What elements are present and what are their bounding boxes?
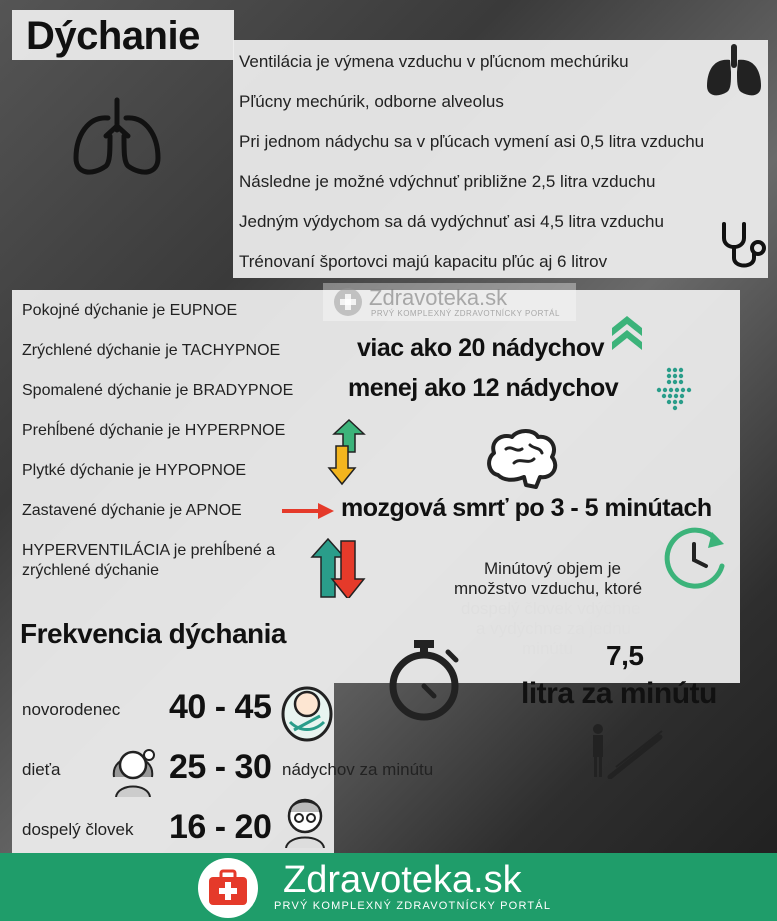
baby-icon <box>280 682 334 742</box>
arrow-right-icon <box>282 502 334 520</box>
breathing-type: Plytké dýchanie je HYPOPNOE <box>22 462 247 479</box>
page-title: Dýchanie <box>26 14 200 58</box>
breathing-type: Spomalené dýchanie je BRADYPNOE <box>22 382 294 399</box>
footer-brand[interactable]: Zdravoteka.sk <box>283 859 522 901</box>
fact-line: Trénovaní športovci majú kapacitu pľúc aj 6 litrov <box>239 252 608 271</box>
fact-line: Následne je možné vdýchnuť približne 2,5 litra vzduchu <box>239 172 656 191</box>
arrow-down-icon <box>327 444 357 486</box>
first-aid-icon <box>197 857 259 919</box>
breathing-type: Zrýchlené dýchanie je TACHYPNOE <box>22 342 281 359</box>
frequency-row-value: 40 - 45 <box>169 688 272 726</box>
tachypnoe-callout: viac ako 20 nádychov <box>357 334 605 362</box>
minute-volume-value: 7,5 <box>606 640 644 671</box>
frequency-row-label: dieťa <box>22 760 61 779</box>
fact-line: Ventilácia je výmena vzduchu v pľúcnom mechúriku <box>239 52 629 71</box>
watermark-brand: Zdravoteka.sk <box>369 285 508 310</box>
brain-icon <box>484 427 560 493</box>
fact-line: Pľúcny mechúrik, odborne alveolus <box>239 92 504 111</box>
frequency-row-value: 25 - 30 <box>169 748 272 786</box>
minute-volume-text: množstvo vzduchu, ktoré <box>454 579 643 598</box>
dotted-arrow-down-icon <box>655 366 695 412</box>
watermark-tagline: PRVÝ KOMPLEXNÝ ZDRAVOTNÍCKY PORTÁL <box>371 309 560 318</box>
lungs-outline-icon <box>70 96 164 180</box>
stethoscope-icon <box>718 220 770 272</box>
breathing-type: Zastavené dýchanie je APNOE <box>22 502 242 519</box>
fact-line: Pri jednom nádychu sa v pľúcach vymení asi 0,5 litra vzduchu <box>239 132 705 151</box>
breathing-type: Pokojné dýchanie je EUPNOE <box>22 302 238 319</box>
person-escalator-icon <box>586 723 666 779</box>
chevron-up-icon <box>610 312 644 358</box>
breathing-type: Prehĺbené dýchanie je HYPERPNOE <box>22 422 286 439</box>
stopwatch-icon <box>386 638 462 722</box>
fact-line: Jedným výdychom sa dá vydýchnuť asi 4,5 litra vzduchu <box>239 212 664 231</box>
breathing-type: HYPERVENTILÁCIA je prehĺbené a <box>22 542 276 559</box>
breathing-type: zrýchlené dýchanie <box>22 562 159 579</box>
frequency-row-value: 16 - 20 <box>169 808 272 846</box>
facts-panel <box>233 40 768 278</box>
first-aid-icon <box>333 287 363 317</box>
clock-refresh-icon <box>658 524 734 594</box>
minute-volume-unit: litra za minútu <box>521 677 717 710</box>
footer-bar <box>0 853 777 921</box>
minute-volume-text: Minútový objem je <box>484 559 622 578</box>
child-icon <box>108 737 158 797</box>
footer-tagline: PRVÝ KOMPLEXNÝ ZDRAVOTNÍCKY PORTÁL <box>274 900 552 912</box>
watermark <box>323 283 576 321</box>
frequency-title: Frekvencia dýchania <box>20 618 286 649</box>
up-down-arrows-icon <box>308 537 374 601</box>
bradypnoe-callout: menej ako 12 nádychov <box>348 374 619 402</box>
apnoe-callout: mozgová smrť po 3 - 5 minútach <box>341 494 712 522</box>
lungs-icon <box>703 42 765 100</box>
frequency-row-label: novorodenec <box>22 700 121 719</box>
frequency-unit: nádychov za minútu <box>282 760 434 779</box>
adult-icon <box>280 792 330 848</box>
frequency-row-label: dospelý človek <box>22 820 134 839</box>
